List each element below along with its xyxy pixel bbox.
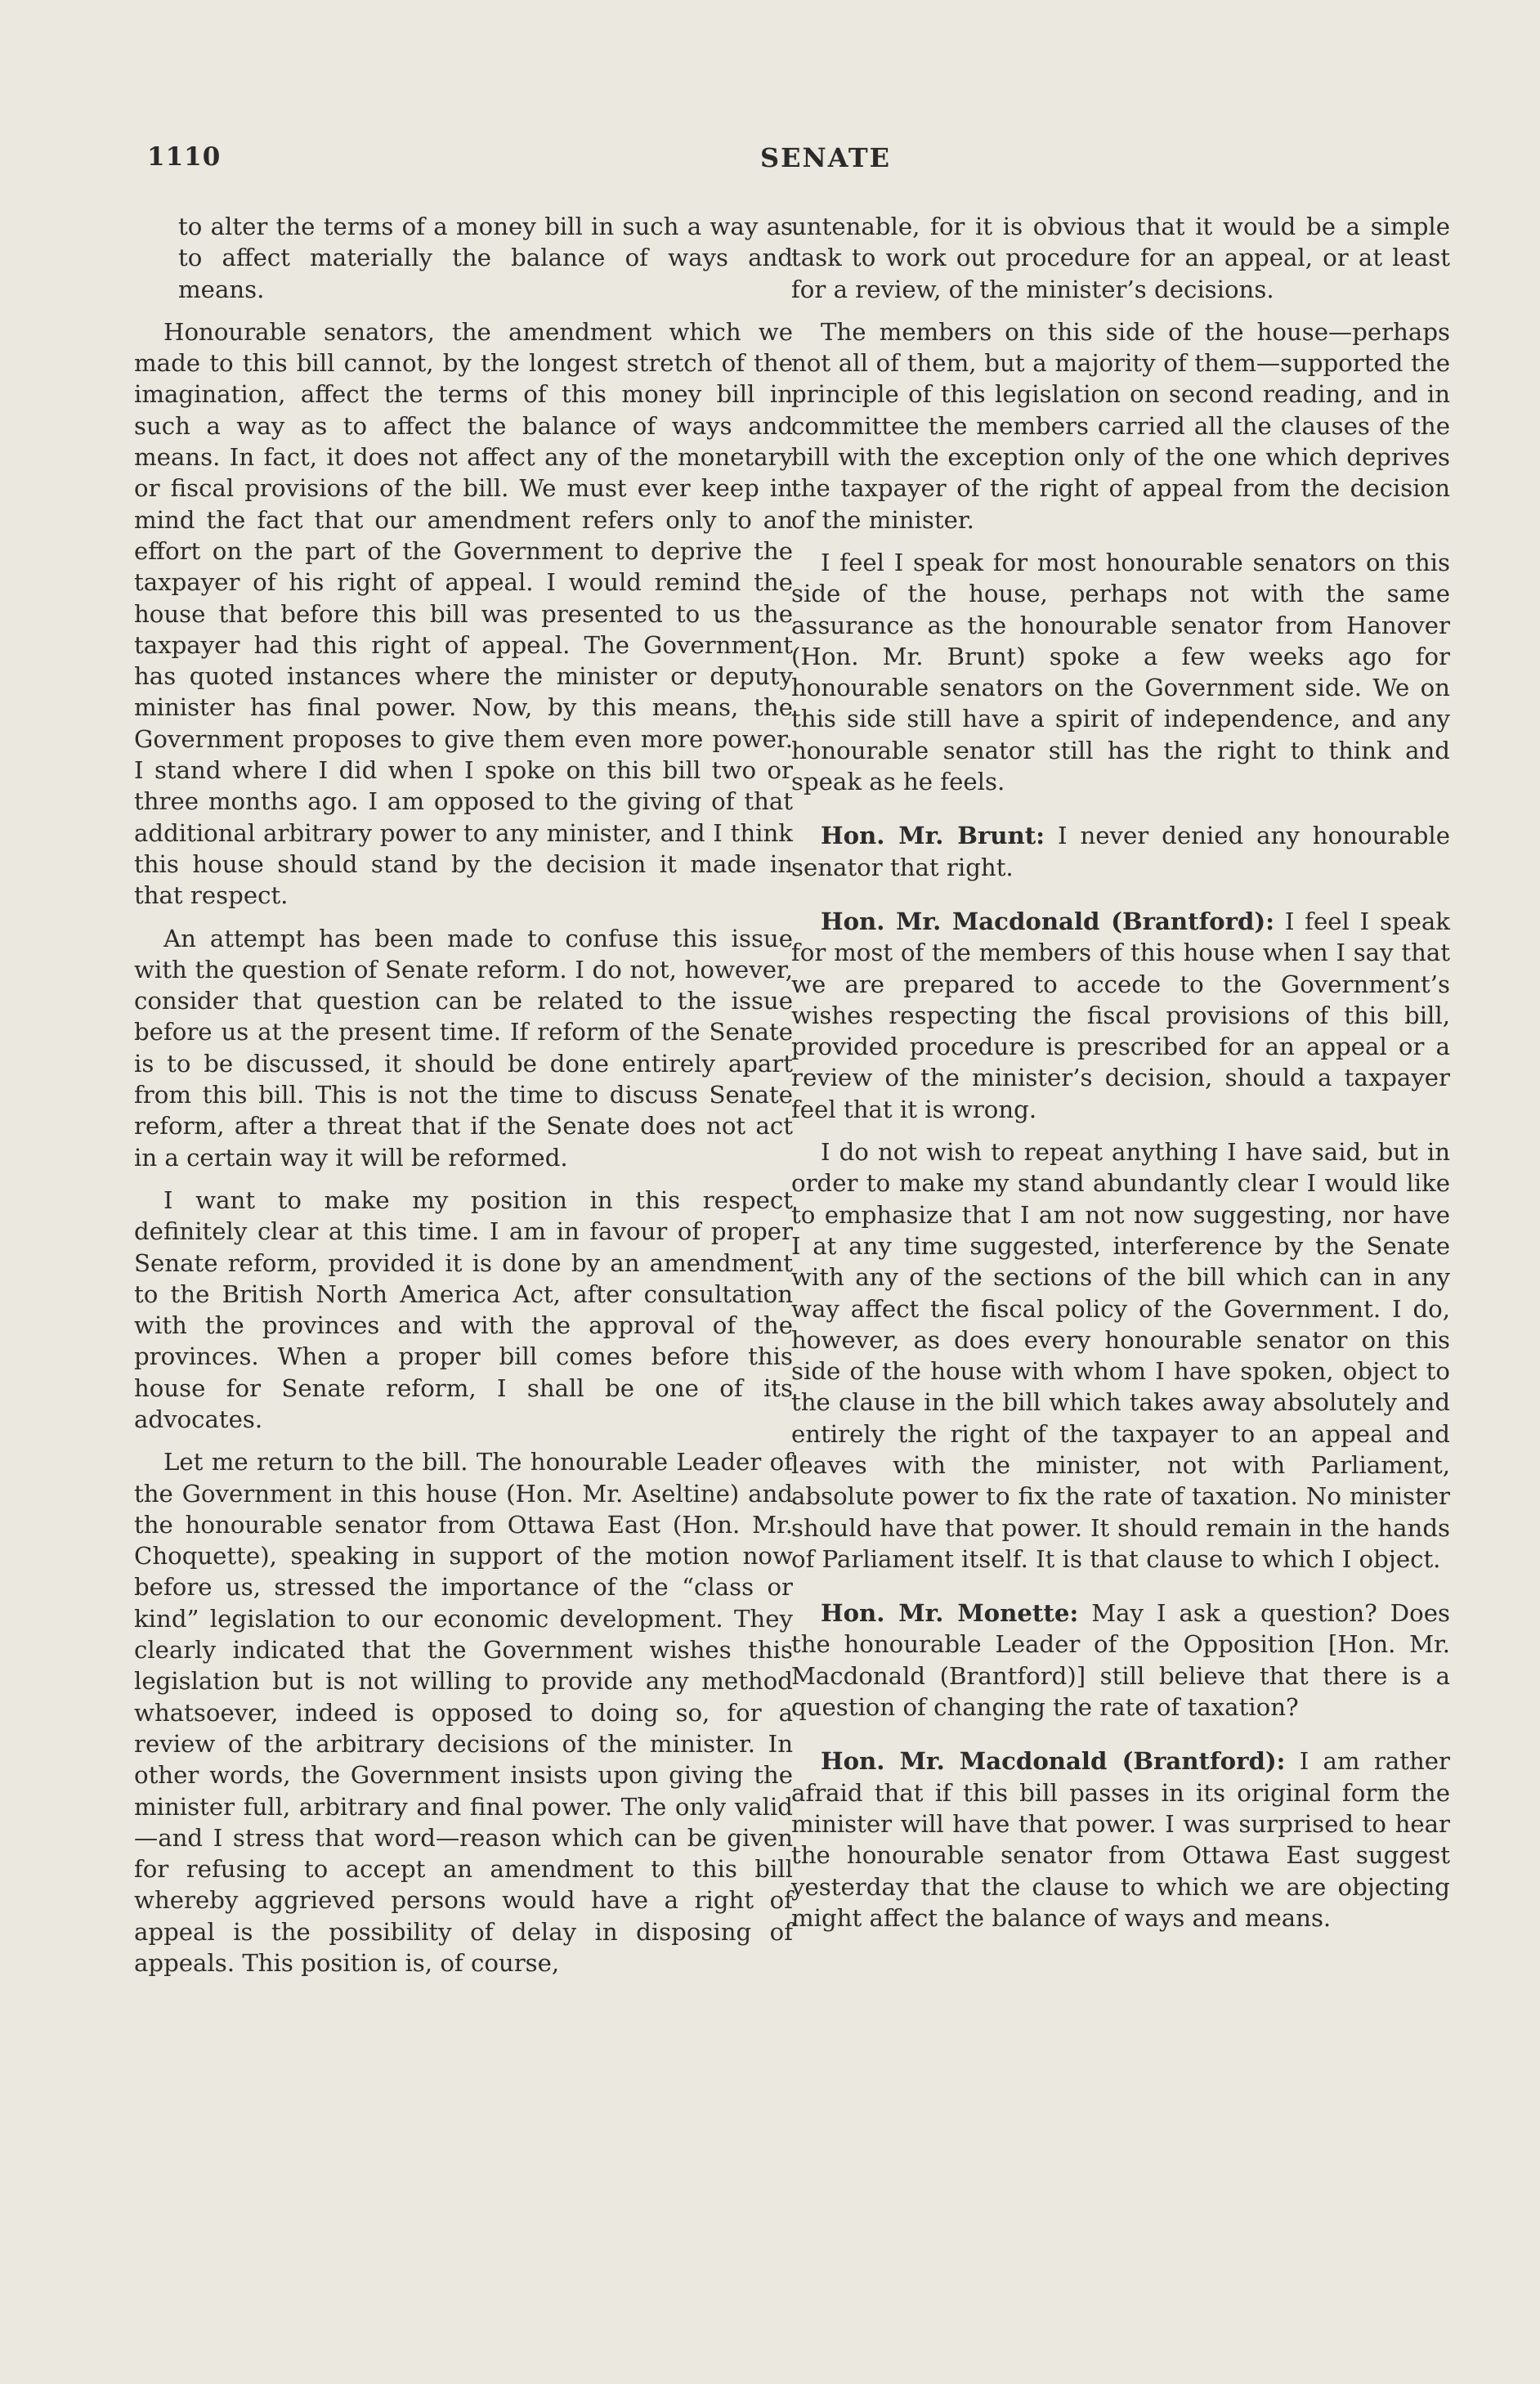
speech-text: I feel I speak for most of the members of this house when I say that we are prepared to accede to the Government’s wishes respecting the fiscal provisions of this bill, provided procedure is prescribed for an appeal or a review of the minister’s decision, should a taxpayer feel that it is wrong.	[791, 907, 1450, 1123]
speech-text: May I ask a question? Does the honourable Leader of the Opposition [Hon. Mr. Macdonald (Brantford)] still believe that there is a question of changing the rate of taxation?	[791, 1599, 1451, 1722]
left-column	[134, 211, 793, 1990]
speech-macdonald-2	[791, 1745, 1450, 1934]
page-header	[147, 142, 1463, 181]
paragraph: untenable, for it is obvious that it would be a simple task to work out procedure for an appeal, or at least for a review, of the minister’s decisions.	[791, 213, 1450, 303]
speaker-name: Hon. Mr. Brunt:	[821, 822, 1045, 850]
speaker-name: Hon. Mr. Monette:	[821, 1599, 1079, 1628]
speech-macdonald-1	[791, 906, 1450, 1125]
paragraph: Let me return to the bill. The honourable Leader of the Government in this house (Hon. Mr. Aseltine) and the honourable senator from Ottawa East (Hon. Mr. Choquette), speaking in support of the motion now before us, stressed the importance of the “class or kind” legislation to our economic development. They clearly indicated that the Government wishes this legislation but is not willing to provide any method whatsoever, indeed is opposed to doing so, for a review of the arbitrary decisions of the minister. In other words, the Government insists upon giving the minister full, arbitrary and final power. The only valid—and I stress that word—reason which can be given for refusing to accept an amendment to this bill whereby aggrieved persons would have a right of appeal is the possibility of delay in disposing of appeals. This position is, of course,	[134, 1448, 793, 1978]
speech-text: I am rather afraid that if this bill passes in its original form the minister will have that power. I was surprised to hear the honourable senator from Ottawa East suggest yesterday that the clause to which we are objecting might affect the balance of ways and means.	[791, 1747, 1450, 1932]
speech-brunt	[791, 820, 1450, 883]
paragraph: to alter the terms of a money bill in such a way as to affect materially the balance of ways and means.	[178, 213, 793, 303]
paragraph: I do not wish to repeat anything I have said, but in order to make my stand abundantly clear I would like to emphasize that I am not now suggesting, nor have I at any time suggested, interference by the Senate with any of the sections of the bill which can in any way affect the fiscal policy of the Government. I do, however, as does every honourable senator on this side of the house with whom I have spoken, object to the clause in the bill which takes away absolutely and entirely the right of the taxpayer to an appeal and leaves with the minister, not with Parliament, absolute power to fix the rate of taxation. No minister should have that power. It should remain in the hands of Parliament itself. It is that clause to which I object.	[791, 1138, 1450, 1573]
right-column	[791, 211, 1450, 1945]
paragraph: The members on this side of the house—perhaps not all of them, but a majority of them—supported the principle of this legislation on second reading, and in committee the members carried all the clauses of the bill with the exception only of the one which deprives the taxpayer of the right of appeal from the decision of the minister.	[791, 317, 1450, 534]
paragraph: I want to make my position in this respect definitely clear at this time. I am in favour of proper Senate reform, provided it is done by an amendment to the British North America Act, after consultation with the provinces and with the approval of the provinces. When a proper bill comes before this house for Senate reform, I shall be one of its advocates.	[134, 1185, 793, 1433]
speech-text: I never denied any honourable senator that right.	[791, 822, 1450, 881]
page-number: 1110	[147, 142, 222, 172]
paragraph: An attempt has been made to confuse this issue with the question of Senate reform. I do not, however, consider that question can be related to the issue before us at the present time. If reform of the Senate is to be discussed, it should be done entirely apart from this bill. This is not the time to discuss Senate reform, after a threat that if the Senate does not act in a certain way it will be reformed.	[134, 924, 793, 1172]
paragraph: I feel I speak for most honourable senators on this side of the house, perhaps not with the same assurance as the honourable senator from Hanover (Hon. Mr. Brunt) spoke a few weeks ago for honourable senators on the Government side. We on this side still have a spirit of independence, and any honourable senator still has the right to think and speak as he feels.	[791, 548, 1450, 796]
speaker-name: Hon. Mr. Macdonald (Brantford):	[821, 907, 1275, 935]
speech-monette	[791, 1598, 1450, 1723]
paragraph: Honourable senators, the amendment which we made to this bill cannot, by the longest stretch of the imagination, affect the terms of this money bill in such a way as to affect the balance of ways and means. In fact, it does not affect any of the monetary or fiscal provisions of the bill. We must ever keep in mind the fact that our amendment refers only to an effort on the part of the Government to deprive the taxpayer of his right of appeal. I would remind the house that before this bill was presented to us the taxpayer had this right of appeal. The Government has quoted instances where the minister or deputy minister has final power. Now, by this means, the Government proposes to give them even more power. I stand where I did when I spoke on this bill two or three months ago. I am opposed to the giving of that additional arbitrary power to any minister, and I think this house should stand by the decision it made in that respect.	[134, 317, 793, 910]
running-head: SENATE	[759, 142, 892, 173]
speaker-name: Hon. Mr. Macdonald (Brantford):	[821, 1747, 1286, 1776]
